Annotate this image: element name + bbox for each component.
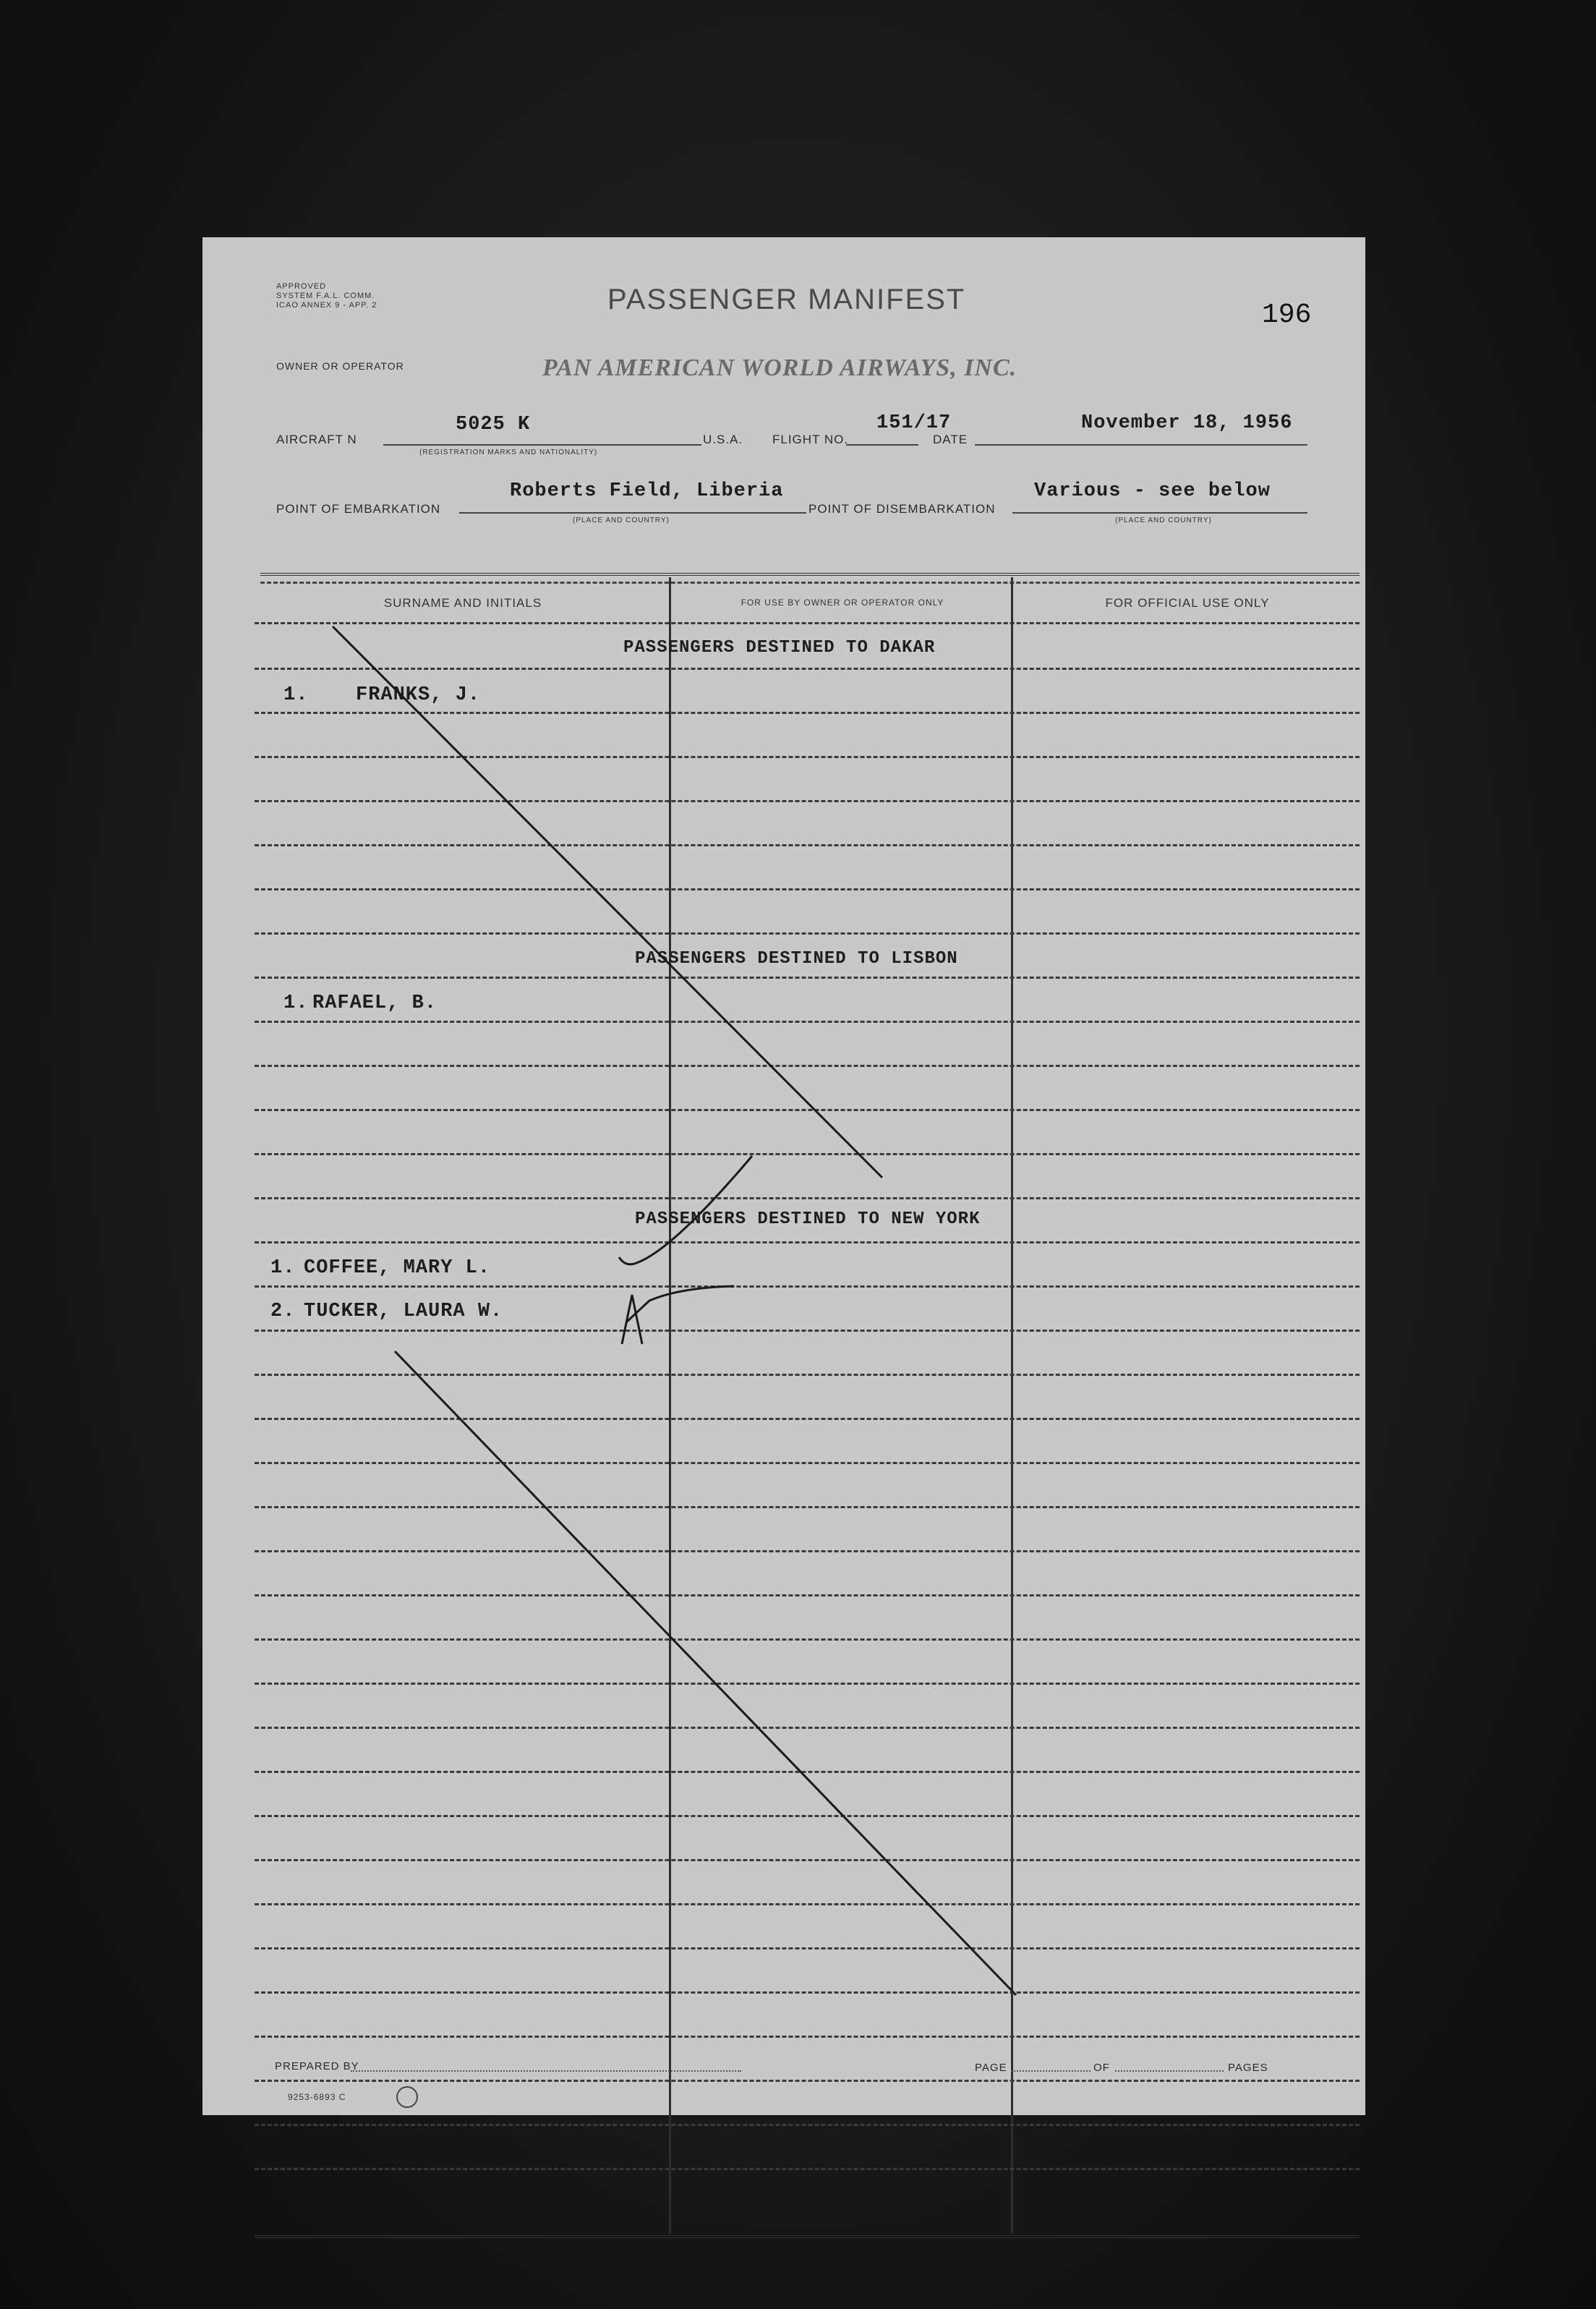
form-title: PASSENGER MANIFEST	[607, 284, 966, 315]
strike-line-lower	[395, 1351, 1016, 1995]
prepared-label: PREPARED BY	[275, 2060, 359, 2072]
row-rule	[255, 2124, 1360, 2126]
table-bottom-rule	[255, 2235, 1360, 2238]
flight-label: FLIGHT NO.	[772, 433, 849, 446]
col-header-official: FOR OFFICIAL USE ONLY	[1105, 596, 1270, 610]
usa-label: U.S.A.	[703, 433, 743, 446]
approval-line-2: SYSTEM F.A.L. COMM.	[276, 292, 375, 300]
registration-note: (REGISTRATION MARKS AND NATIONALITY)	[419, 448, 598, 456]
passenger-number: 1.	[283, 684, 309, 706]
aircraft-label: AIRCRAFT N	[276, 433, 357, 446]
owner-value: PAN AMERICAN WORLD AIRWAYS, INC.	[542, 354, 1017, 381]
strike-line-upper	[333, 626, 882, 1178]
flight-value: 151/17	[876, 412, 952, 434]
page-label: PAGE	[975, 2062, 1007, 2074]
passenger-name: FRANKS, J.	[356, 684, 481, 706]
of-label: OF	[1093, 2062, 1110, 2074]
passenger-number: 2.	[270, 1301, 296, 1322]
col-header-owner: FOR USE BY OWNER OR OPERATOR ONLY	[741, 598, 944, 608]
passenger-name: COFFEE, MARY L.	[304, 1257, 491, 1279]
disembark-value: Various - see below	[1034, 480, 1271, 502]
of-underline	[1115, 2070, 1224, 2072]
disembark-label: POINT OF DISEMBARKATION	[808, 502, 996, 516]
approval-line-3: ICAO ANNEX 9 - APP. 2	[276, 301, 377, 310]
initial-mark	[622, 1286, 734, 1344]
place-note-embark: (PLACE AND COUNTRY)	[573, 516, 670, 524]
embark-label: POINT OF EMBARKATION	[276, 502, 441, 516]
owner-label: OWNER OR OPERATOR	[276, 360, 404, 372]
section-heading-lisbon: PASSENGERS DESTINED TO LISBON	[635, 949, 958, 969]
check-mark	[619, 1156, 752, 1264]
passenger-number: 1.	[283, 992, 309, 1014]
prepared-underline	[351, 2070, 741, 2072]
form-code: 9253-6893 C	[288, 2092, 346, 2102]
date-value: November 18, 1956	[1081, 412, 1293, 434]
page-underline	[1011, 2070, 1091, 2072]
row-rule	[255, 2168, 1360, 2170]
pages-label: PAGES	[1228, 2062, 1268, 2074]
approval-line-1: APPROVED	[276, 282, 327, 291]
printer-seal-icon	[396, 2086, 418, 2108]
manifest-document	[202, 237, 1365, 2115]
embark-value: Roberts Field, Liberia	[510, 480, 784, 502]
section-heading-dakar: PASSENGERS DESTINED TO DAKAR	[623, 638, 936, 658]
date-label: DATE	[933, 433, 968, 446]
passenger-name: RAFAEL, B.	[312, 992, 438, 1014]
pen-marks	[202, 237, 1365, 2115]
passenger-name: TUCKER, LAURA W.	[304, 1301, 503, 1322]
section-heading-new-york: PASSENGERS DESTINED TO NEW YORK	[635, 1209, 981, 1229]
place-note-disembark: (PLACE AND COUNTRY)	[1115, 516, 1212, 524]
passenger-number: 1.	[270, 1257, 296, 1279]
page-number: 196	[1262, 299, 1312, 331]
aircraft-value: 5025 K	[456, 414, 531, 435]
col-header-surname: SURNAME AND INITIALS	[383, 596, 542, 610]
